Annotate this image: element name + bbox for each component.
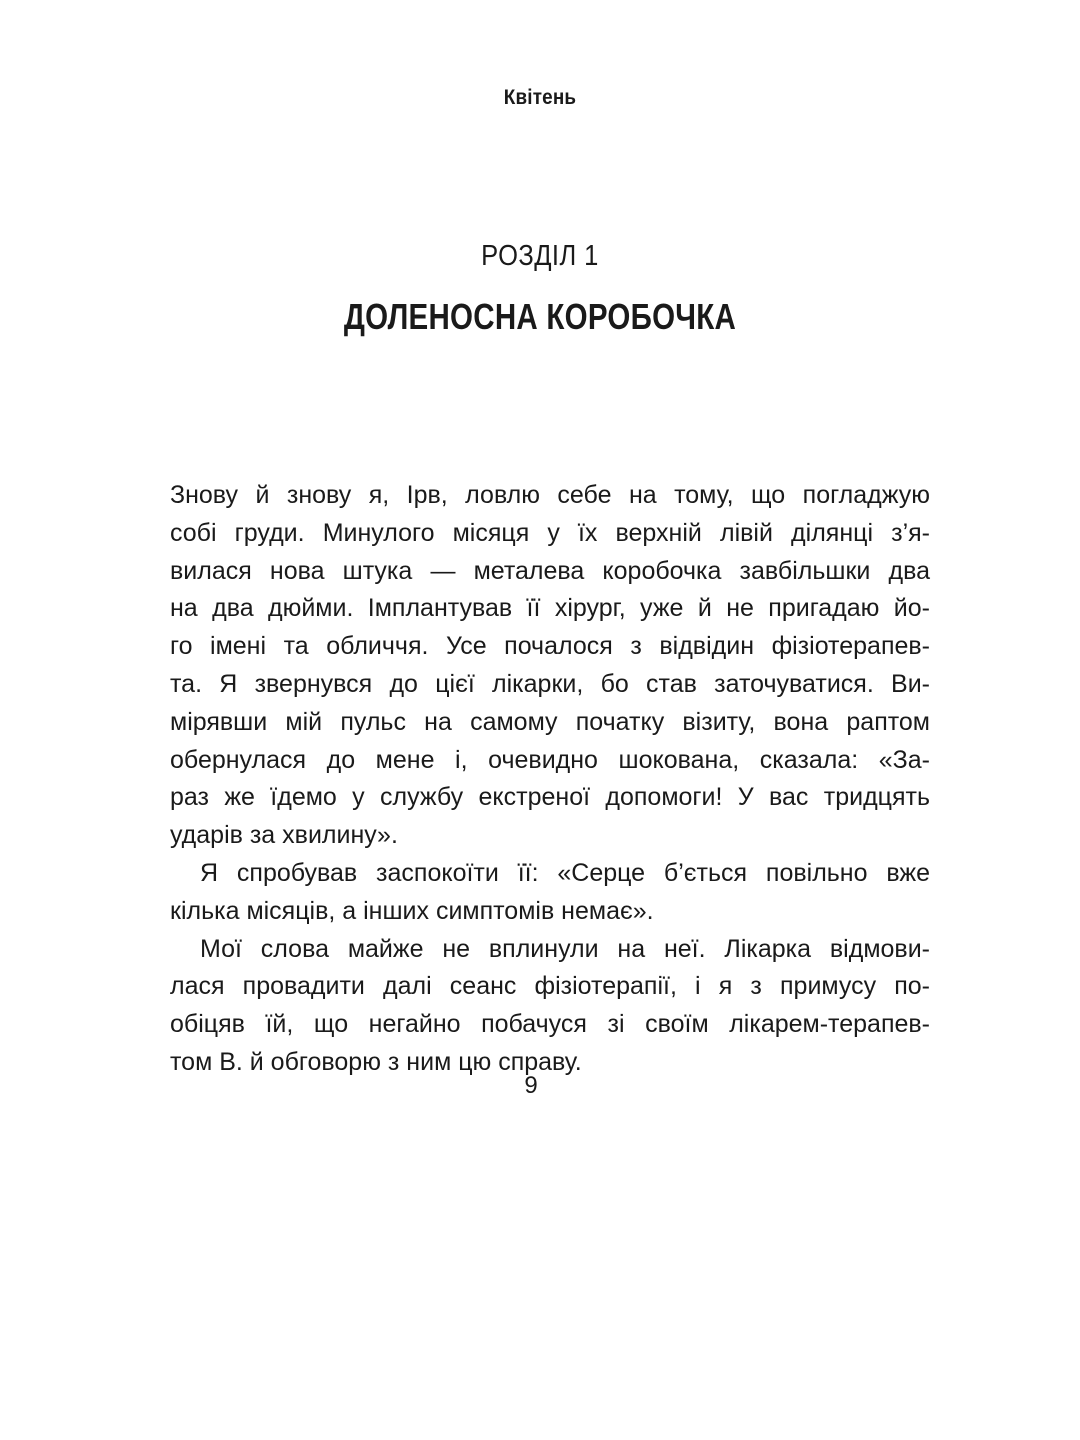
chapter-title: ДОЛЕНОСНА КОРОБОЧКА [343, 296, 737, 337]
text-line: мірявши мій пульс на самому початку візиту, вона раптом [170, 707, 930, 736]
text-line: обіцяв їй, що негайно побачуся зі своїм лікарем-терапев- [170, 1010, 930, 1039]
text-line: лася провадити далі сеанс фізіотерапії, і я з примусу по- [170, 972, 930, 1001]
text-line: го імені та обличчя. Усе почалося з відвідин фізіотерапев- [170, 632, 930, 661]
text-line: кілька місяців, а інших симптомів немає». [170, 896, 654, 925]
chapter-label: РОЗДІЛ 1 [481, 240, 599, 272]
text-line: вилася нова штука — металева коробочка завбільшки два [170, 556, 930, 585]
text-line: обернулася до мене і, очевидно шокована, сказала: «За- [170, 745, 930, 774]
text-line: Я спробував заспокоїти її: «Серце б’ється повільно вже [200, 858, 930, 887]
body-text [170, 477, 930, 1082]
text-line: собі груди. Минулого місяця у їх верхній лівій ділянці з’я- [170, 518, 930, 547]
text-line: раз же їдемо у службу екстреної допомоги! У вас тридцять [170, 783, 930, 812]
running-head: Квітень [503, 86, 577, 109]
text-line: ударів за хвилину». [170, 821, 398, 850]
text-line: на два дюйми. Імплантував її хірург, уже й не пригадаю йо- [170, 594, 930, 623]
text-line: та. Я звернувся до цієї лікарки, бо став заточуватися. Ви- [170, 669, 930, 698]
text-line: Знову й знову я, Ірв, ловлю себе на тому, що погладжую [170, 481, 930, 509]
text-line: Мої слова майже не вплинули на неї. Лікарка відмови- [200, 934, 930, 963]
text-line: том В. й обговорю з ним цю справу. [170, 1047, 582, 1076]
page-number: 9 [524, 1072, 538, 1099]
